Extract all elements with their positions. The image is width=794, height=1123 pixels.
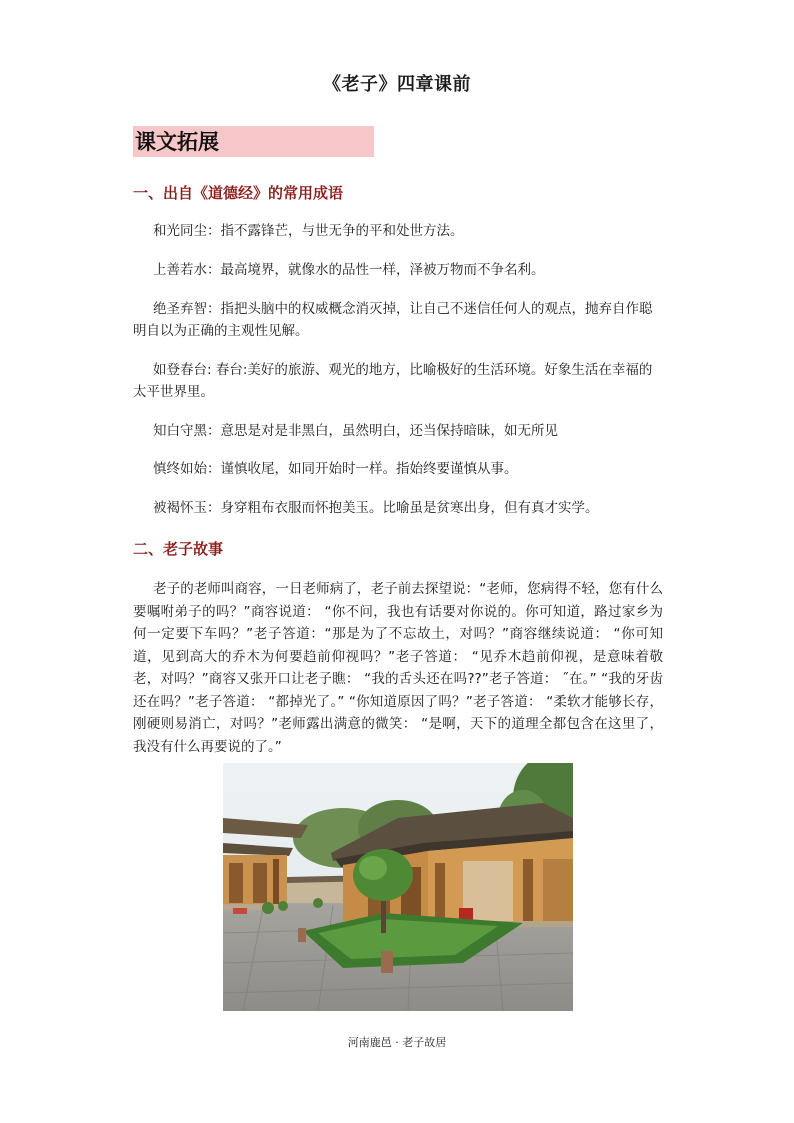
former-residence-photo xyxy=(223,763,573,1011)
idiom-item: 上善若水：最高境界，就像水的品性一样，泽被万物而不争名利。 xyxy=(153,262,545,278)
idiom-item: 绝圣弃智：指把头脑中的权威概念消灭掉，让自己不迷信任何人的观点，抛弃自作聪明自以为正确的主观性见解。 xyxy=(133,301,653,339)
heading-story: 二、老子故事 xyxy=(133,540,224,558)
photo-caption: 河南鹿邑 · 老子故居 xyxy=(347,1036,447,1049)
idiom-item: 和光同尘：指不露锋芒，与世无争的平和处世方法。 xyxy=(153,223,464,239)
story-paragraph: 老子的老师叫商容，一日老师病了，老子前去探望说：“老师，您病得不轻，您有什么要嘱咐弟子的吗？”商容说道： “你不问，我也有话要对你说的。你可知道，路过家乡为何一定要下车吗？”老子答道：“那是为了不忘故土，对吗？”商容继续说道： “你可知道，见到高大的乔木为何要趋前仰视吗？”老子答道： “见乔木趋前仰视，是意味着敬老，对吗？”商容又张开口让老子瞧： “我的舌头还在吗??”老子答道： ˝在。” “我的牙齿还在吗？”老子答道： “都掉光了。” “你知道原因了吗？”老子答道： “柔软才能够长存，刚硬则易消亡，对吗？”老师露出满意的微笑： “是啊，天下的道理全都包含在这里了， 我没有什么再要说的了。” xyxy=(133,581,663,755)
heading-idioms: 一、出自《道德经》的常用成语 xyxy=(133,184,344,202)
idiom-item: 如登春台: 春台:美好的旅游、观光的地方，比喻极好的生活环境。好象生活在幸福的太平世界里。 xyxy=(133,362,653,400)
idiom-item: 慎终如始：谨慎收尾，如同开始时一样。指始终要谨慎从事。 xyxy=(153,461,518,477)
document-title: 《老子》四章课前 xyxy=(323,74,471,95)
section-banner: 课文拓展 xyxy=(133,126,374,157)
idiom-item: 被褐怀玉：身穿粗布衣服而怀抱美玉。比喻虽是贫寒出身，但有真才实学。 xyxy=(153,500,599,516)
idiom-item: 知白守黑：意思是对是非黑白，虽然明白，还当保持暗昧，如无所见 xyxy=(153,423,558,439)
